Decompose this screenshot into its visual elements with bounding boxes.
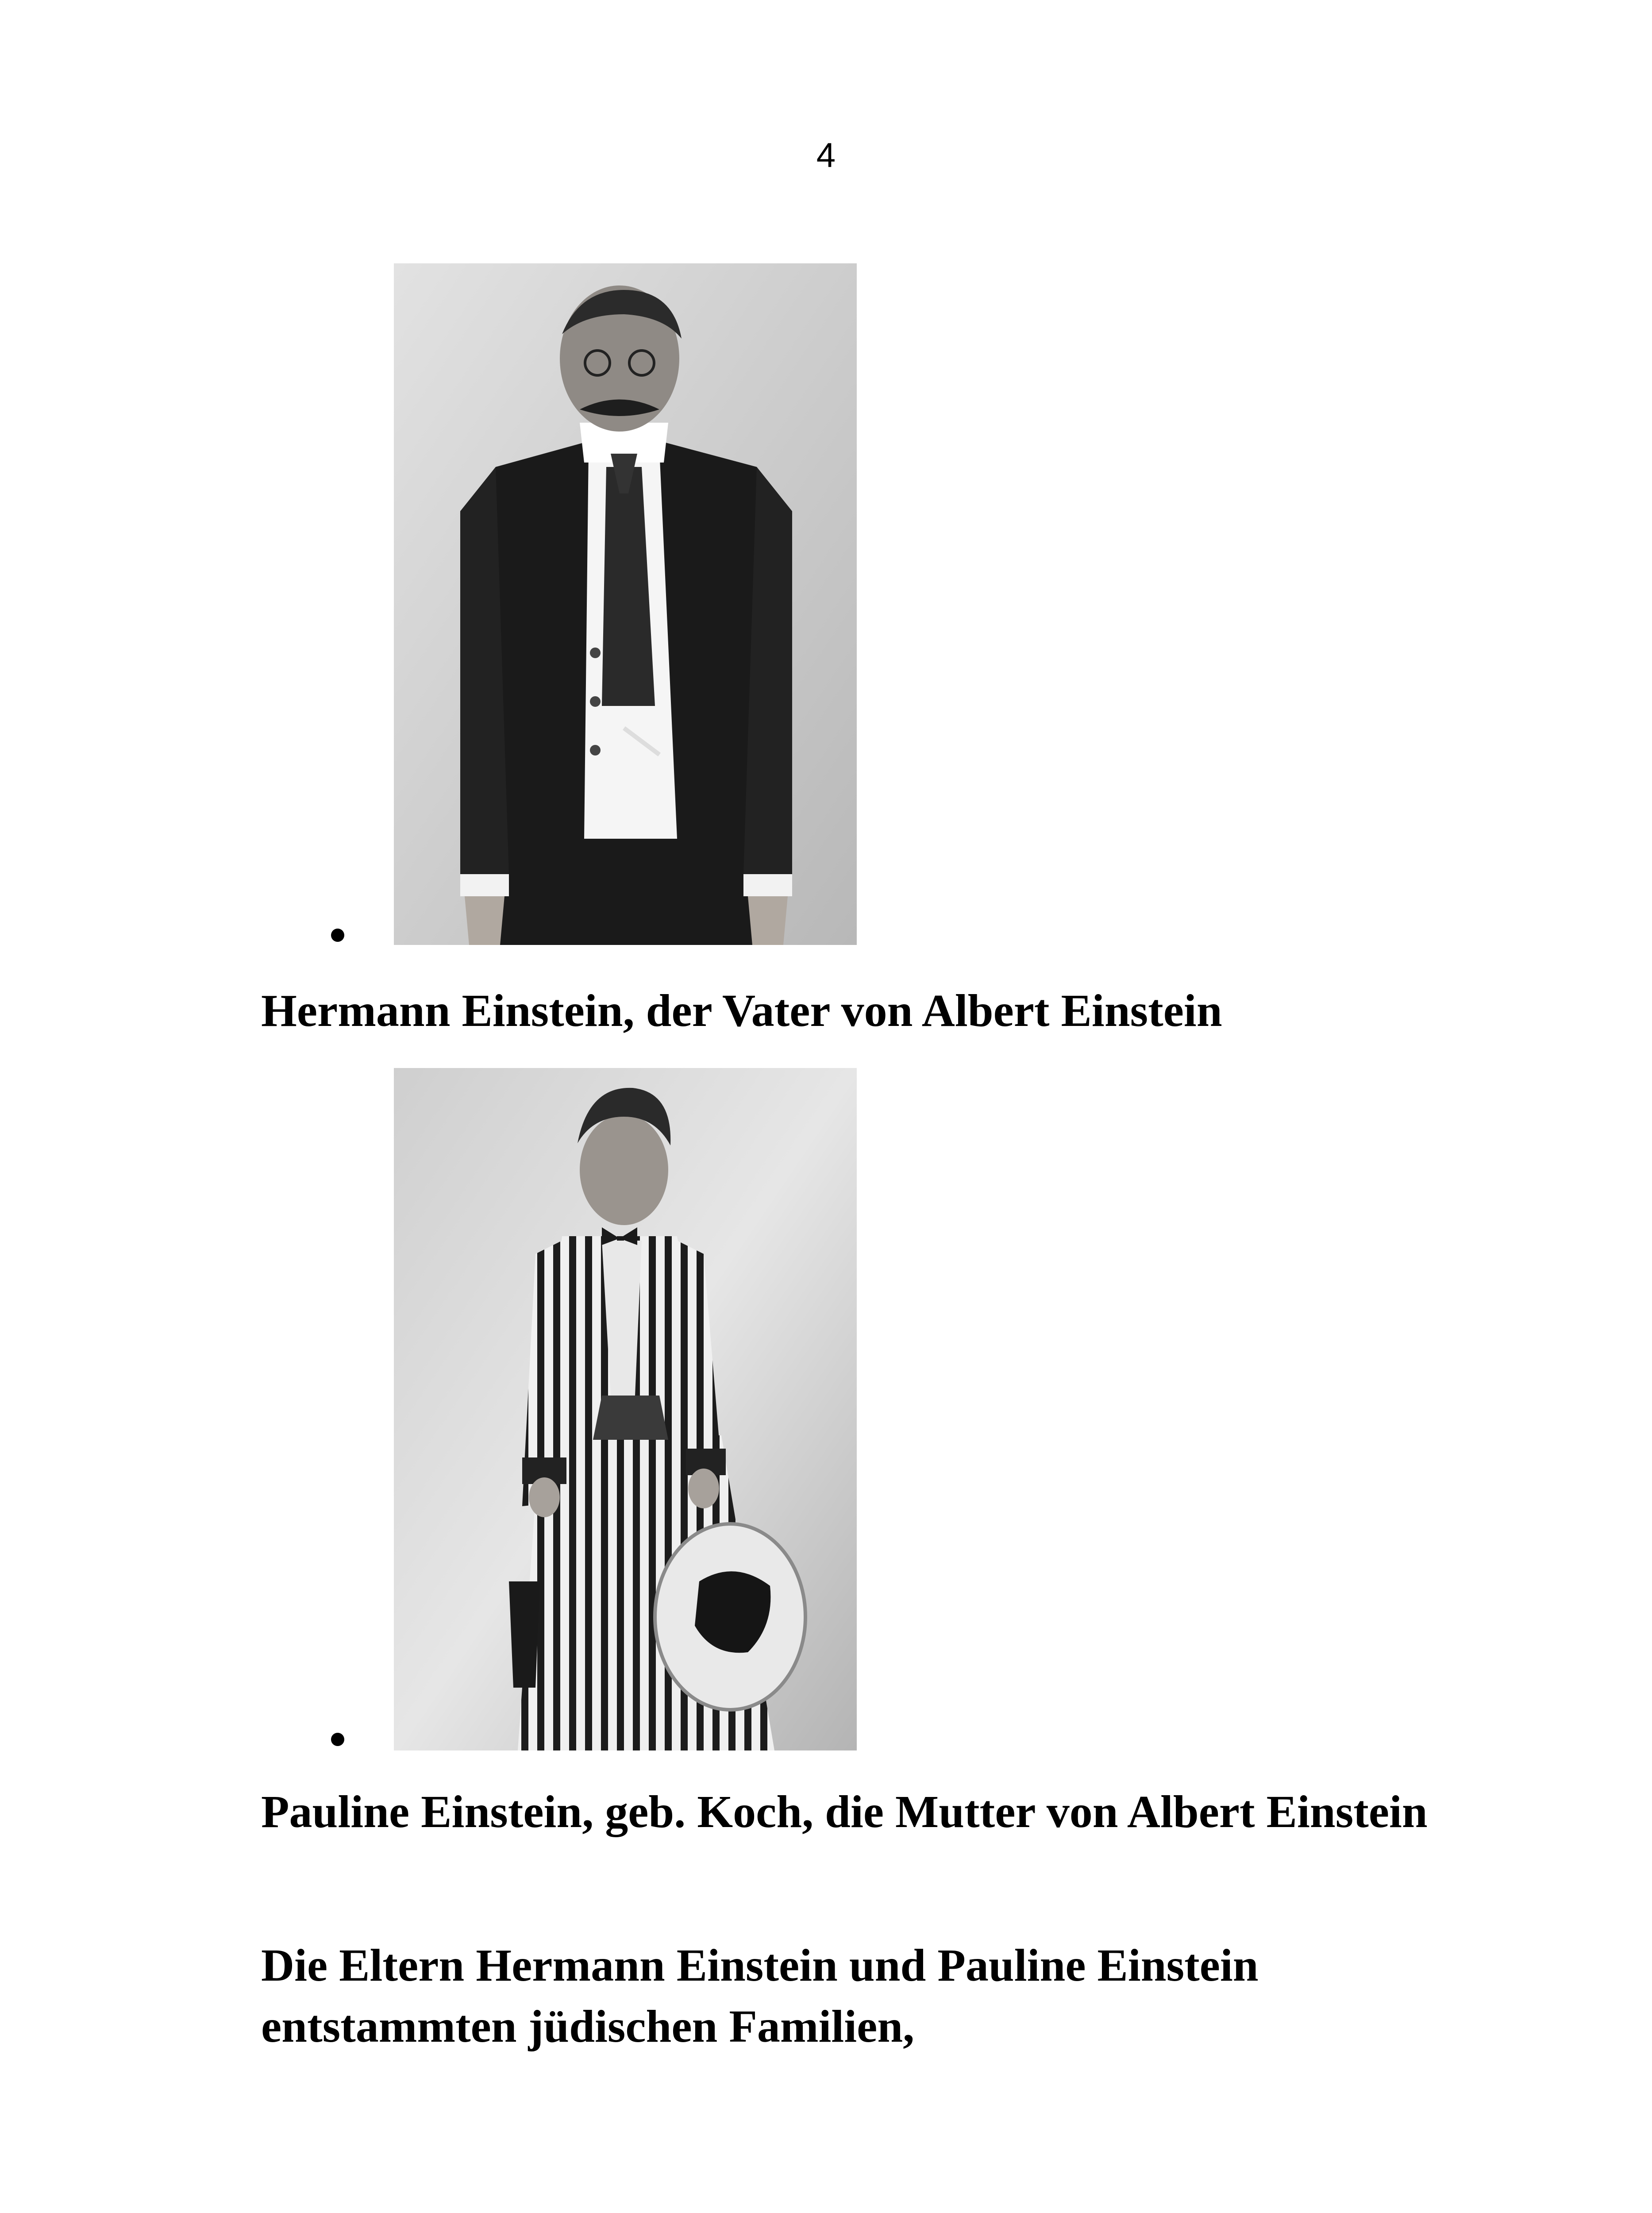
portrait-photo-pauline [394, 1068, 857, 1750]
bullet-icon [331, 929, 344, 942]
portrait-man-icon [394, 263, 857, 945]
page-number: 4 [816, 135, 836, 174]
portrait-photo-hermann [394, 263, 857, 945]
body-paragraph: Die Eltern Hermann Einstein und Pauline Einstein entstammten jüdischen Familien, [261, 1940, 1259, 2052]
figure-caption: Hermann Einstein, der Vater von Albert Einstein [261, 985, 1222, 1036]
bullet-icon [331, 1733, 344, 1746]
portrait-woman-icon [394, 1068, 857, 1750]
figure-caption: Pauline Einstein, geb. Koch, die Mutter von Albert Einstein [261, 1786, 1428, 1837]
